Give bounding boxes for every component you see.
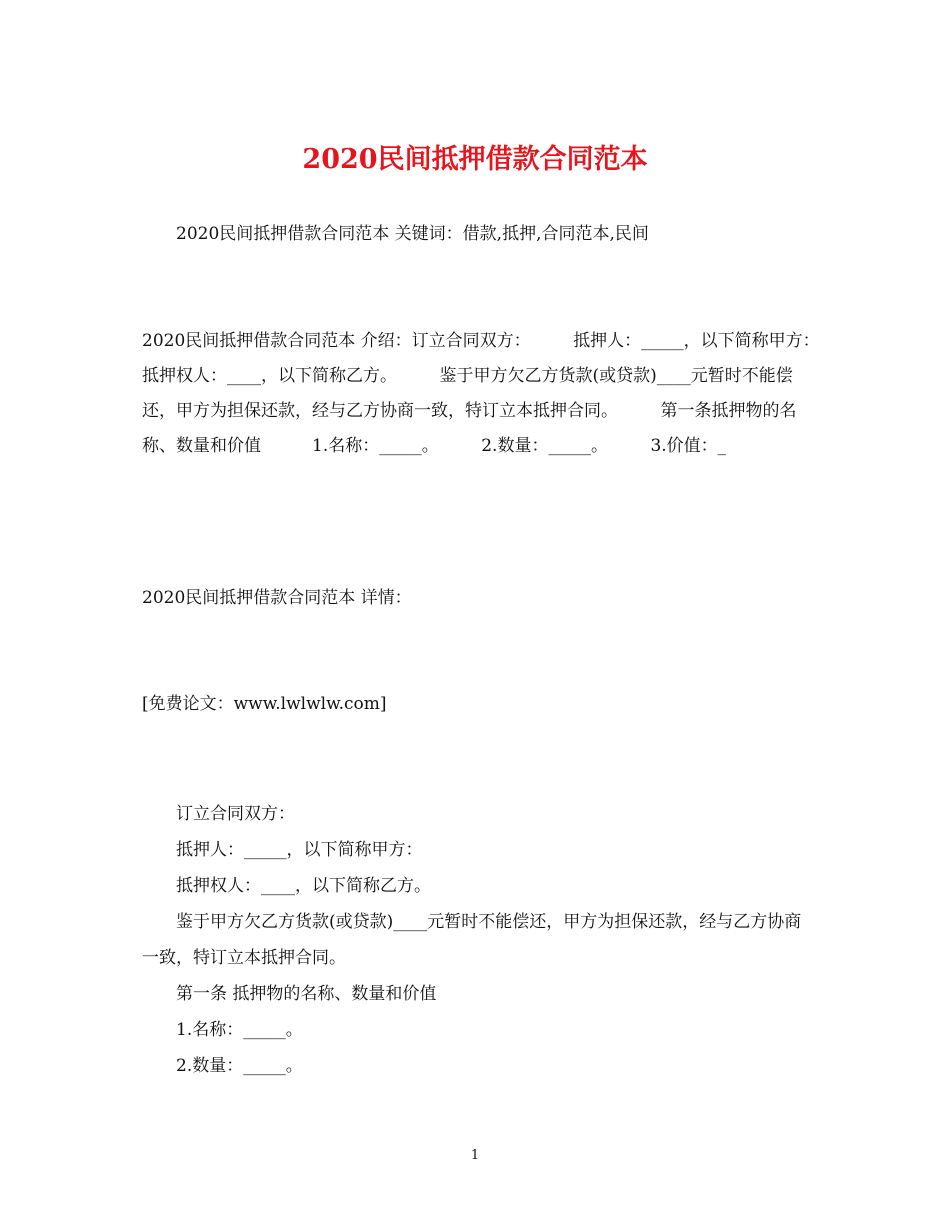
page-number: 1 <box>470 1148 480 1163</box>
free-paper-link[interactable]: [免费论文：www.lwlwlw.com] <box>142 694 387 714</box>
detail-heading: 2020民间抵押借款合同范本 详情： <box>142 588 412 608</box>
recital-paragraph: 鉴于甲方欠乙方货款(或贷款)____元暂时不能偿还，甲方为担保还款，经与乙方协商一致，特订立本抵押合同。 <box>142 912 802 968</box>
article-one-heading: 第一条 抵押物的名称、数量和价值 <box>176 984 437 1004</box>
item-quantity-line: 2.数量：_____。 <box>176 1056 303 1076</box>
parties-line: 订立合同双方： <box>176 804 295 824</box>
document-title: 2020民间抵押借款合同范本 <box>302 144 648 175</box>
contract-body <box>142 796 812 1084</box>
intro-paragraph: 2020民间抵押借款合同范本 介绍：订立合同双方： 抵押人：_____，以下简称甲方： 抵押权人：____，以下简称乙方。 鉴于甲方欠乙方货款(或贷款)____元暂时不能偿还，甲方为担保还款，经与乙方协商一致，特订立本抵押合同。 第一条抵押物的名称、数量和价值 1.名称：_____。 2.数量：_____。 3.价值：_ <box>142 331 863 456</box>
item-name-line: 1.名称：_____。 <box>176 1020 303 1040</box>
mortgagor-line: 抵押人：_____，以下简称甲方： <box>176 840 423 860</box>
keywords-line: 2020民间抵押借款合同范本 关键词：借款,抵押,合同范本,民间 <box>176 224 649 244</box>
mortgagee-line: 抵押权人：____，以下简称乙方。 <box>176 876 431 896</box>
